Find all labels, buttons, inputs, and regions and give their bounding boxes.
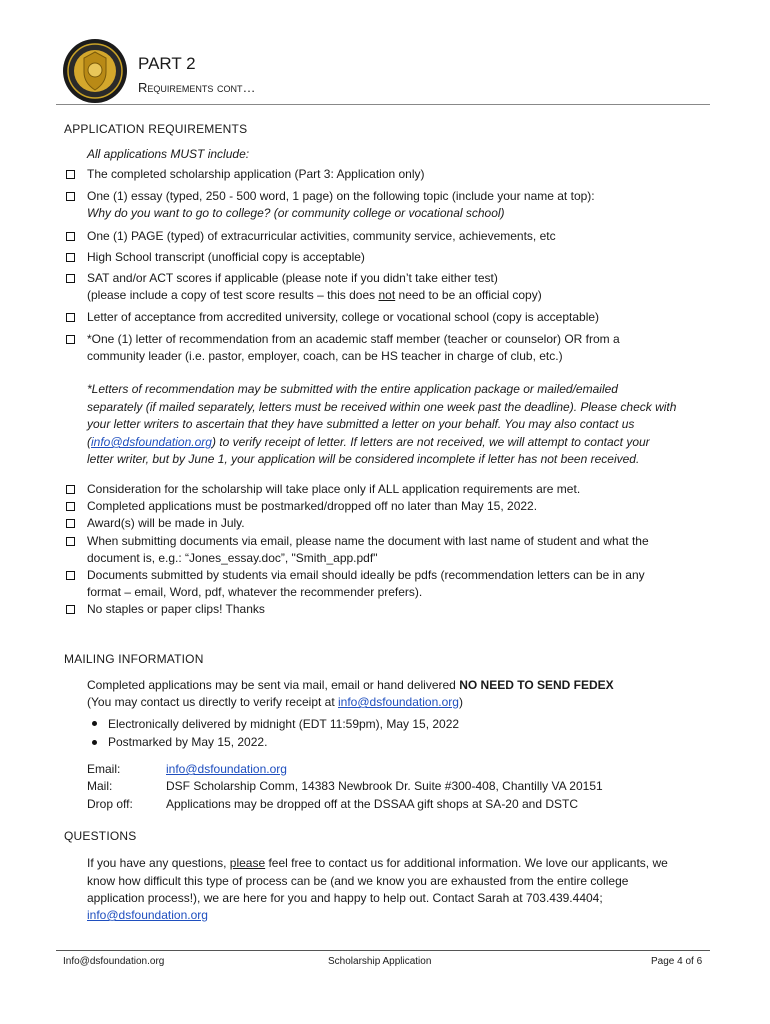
app-req-heading: APPLICATION REQUIREMENTS <box>64 122 248 136</box>
mailing-dropoff-value: Applications may be dropped off at the DSSAA gift shops at SA-20 and DSTC <box>166 797 579 811</box>
mailing-mail-value: DSF Scholarship Comm, 14383 Newbrook Dr. Suite #300-408, Chantilly VA 20151 <box>166 779 603 793</box>
checkbox <box>66 335 75 344</box>
app-req-intro: All applications MUST include: <box>87 147 250 161</box>
mailing-email-label: Email: <box>87 762 121 776</box>
req-item-transcript: High School transcript (unofficial copy is acceptable) <box>87 250 365 264</box>
mailing-mail-label: Mail: <box>87 779 113 793</box>
req-item-recommendation-cont: community leader (i.e. pastor, employer, coach, can be HS teacher in charge of club, etc.) <box>87 349 563 363</box>
recommendation-note-5: letter writer, but by June 1, your application will be considered incomplete if letter has not been received. <box>87 452 640 466</box>
checkbox <box>66 537 75 546</box>
questions-email-link[interactable]: info@dsfoundation.org <box>87 908 208 922</box>
mailing-email-value[interactable]: info@dsfoundation.org <box>166 762 287 776</box>
checkbox <box>66 605 75 614</box>
req2-pdfs-cont: format – email, Word, pdf, whatever the recommender prefers). <box>87 585 423 599</box>
req2-award: Award(s) will be made in July. <box>87 516 245 530</box>
mailing-line2: (You may contact us directly to verify receipt at info@dsfoundation.org) <box>87 695 463 709</box>
req2-naming-cont: document is, e.g.: “Jones_essay.doc”, "Smith_app.pdf" <box>87 551 378 565</box>
header-rule <box>56 104 710 105</box>
checkbox <box>66 170 75 179</box>
req2-naming: When submitting documents via email, please name the document with last name of student and what the <box>87 534 649 548</box>
questions-heading: QUESTIONS <box>64 829 137 843</box>
checkbox <box>66 485 75 494</box>
foundation-seal-logo <box>62 38 128 104</box>
checkbox <box>66 313 75 322</box>
questions-line1: If you have any questions, please feel free to contact us for additional information. We love our applicants, we <box>87 856 668 870</box>
req-item-scores-note: (please include a copy of test score results – this does not need to be an official copy) <box>87 288 542 302</box>
recommendation-note-2: separately (if mailed separately, letters must be received within one week past the deadline). Please check with <box>87 400 677 414</box>
checkbox <box>66 192 75 201</box>
part-subtitle: Requirements cont… <box>138 80 256 95</box>
footer-page-number: Page 4 of 6 <box>651 956 703 967</box>
req-item-application: The completed scholarship application (Part 3: Application only) <box>87 167 425 181</box>
mailing-bullet-electronic: Electronically delivered by midnight (EDT 11:59pm), May 15, 2022 <box>108 717 460 731</box>
req2-consideration: Consideration for the scholarship will take place only if ALL application requirements are met. <box>87 482 581 496</box>
recommendation-note-3: your letter writers to ascertain that they have submitted a letter on your behalf. You may also contact us <box>87 417 635 431</box>
req-item-acceptance: Letter of acceptance from accredited university, college or vocational school (copy is acceptable) <box>87 310 600 324</box>
req-item-essay-topic: Why do you want to go to college? (or community college or vocational school) <box>87 206 505 220</box>
checkbox <box>66 571 75 580</box>
req2-deadline: Completed applications must be postmarked/dropped off no later than May 15, 2022. <box>87 499 538 513</box>
questions-line3: application process!), we are here for you and happy to help out. Contact Sarah at 703.439.4404; <box>87 891 603 905</box>
bullet-dot <box>92 740 97 745</box>
req2-pdfs: Documents submitted by students via email should ideally be pdfs (recommendation letters can be in any <box>87 568 645 582</box>
req2-staples: No staples or paper clips! Thanks <box>87 602 265 616</box>
footer-email: Info@dsfoundation.org <box>63 956 165 967</box>
footer-title: Scholarship Application <box>328 956 432 967</box>
mailing-bullet-postmarked: Postmarked by May 15, 2022. <box>108 735 268 749</box>
email-link[interactable]: info@dsfoundation.org <box>338 695 459 709</box>
checkbox <box>66 502 75 511</box>
part-title: PART 2 <box>138 54 196 73</box>
req-item-scores: SAT and/or ACT scores if applicable (please note if you didn’t take either test) <box>87 271 498 285</box>
mailing-heading: MAILING INFORMATION <box>64 652 204 666</box>
recommendation-note-1: *Letters of recommendation may be submitted with the entire application package or mailed/emailed <box>87 382 618 396</box>
email-link[interactable]: info@dsfoundation.org <box>91 435 212 449</box>
questions-line2: know how difficult this type of process can be (and we know you are exhausted from the entire college <box>87 874 629 888</box>
checkbox <box>66 519 75 528</box>
checkbox <box>66 253 75 262</box>
checkbox <box>66 232 75 241</box>
req-item-activities: One (1) PAGE (typed) of extracurricular activities, community service, achievements, etc <box>87 229 556 243</box>
req-item-recommendation: *One (1) letter of recommendation from an academic staff member (teacher or counselor) OR from a <box>87 332 620 346</box>
checkbox <box>66 274 75 283</box>
bullet-dot <box>92 721 97 726</box>
req-item-essay: One (1) essay (typed, 250 - 500 word, 1 page) on the following topic (include your name at top): <box>87 189 595 203</box>
mailing-dropoff-label: Drop off: <box>87 797 133 811</box>
mailing-line1: Completed applications may be sent via mail, email or hand delivered NO NEED TO SEND FEDEX <box>87 678 614 692</box>
footer-rule <box>56 950 710 951</box>
recommendation-note-4: (info@dsfoundation.org) to verify receipt of letter. If letters are not received, we will attempt to contact your <box>87 435 650 449</box>
